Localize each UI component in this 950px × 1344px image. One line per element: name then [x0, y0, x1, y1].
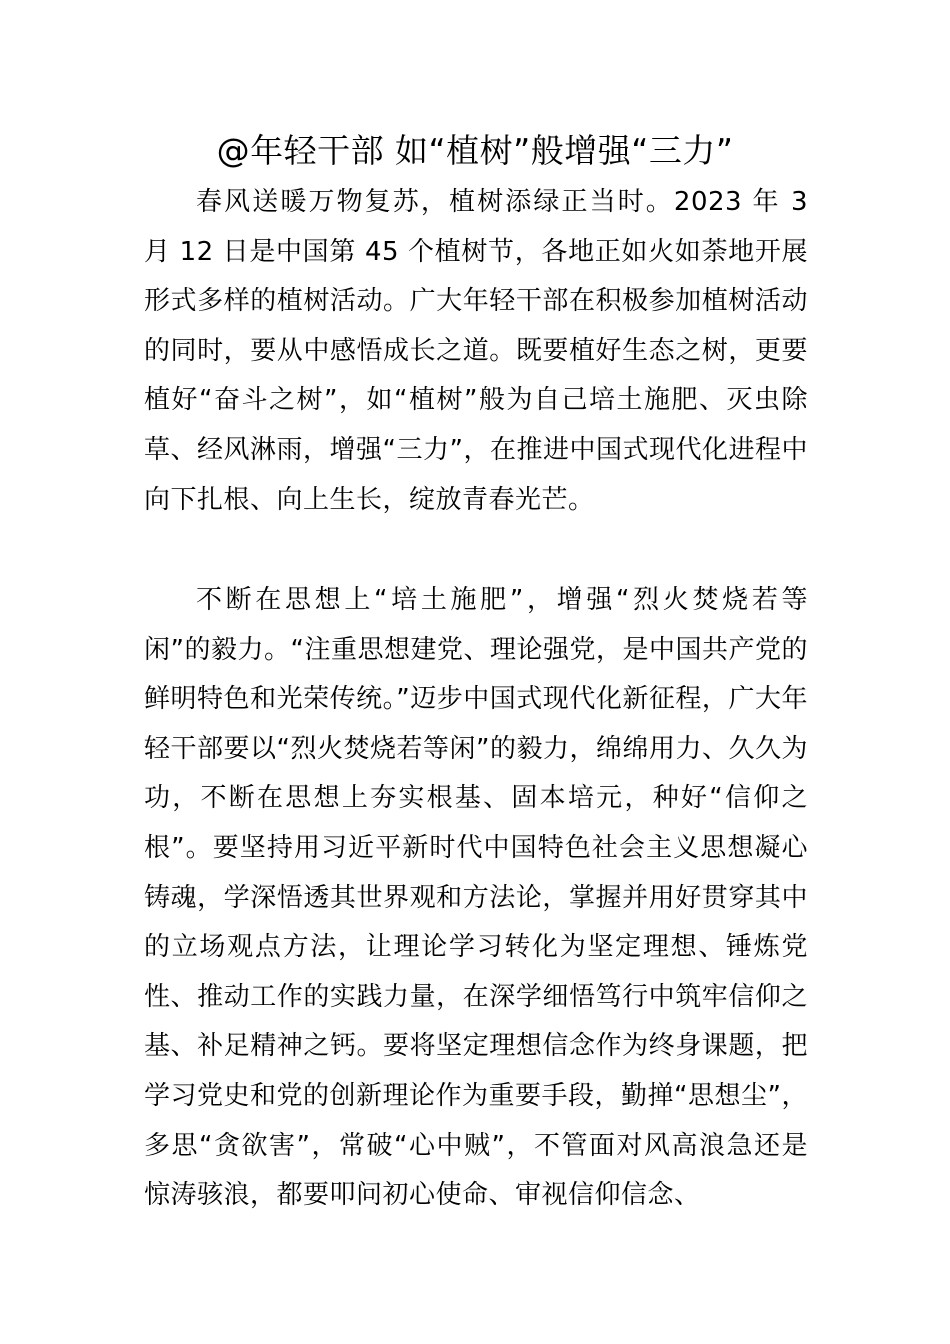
document-title: @年轻干部 如“植树”般增强“三力”: [216, 131, 734, 170]
paragraph-intro: 春风送暖万物复苏，植树添绿正当时。2023 年 3 月 12 日是中国第 45 个植树节，各地正如火如荼地开展形式多样的植树活动。广大年轻干部在积极参加植树活动的同时，要从中感悟成长之道。既要植好生态之树，更要植好“奋斗之树”，如“植树”般为自己培土施肥、灭虫除草、经风淋雨，增强“三力”，在推进中国式现代化进程中向下扎根、向上生长，绽放青春光芒。: [144, 187, 808, 515]
paragraph-ideology: 不断在思想上“培土施肥”，增强“烈火焚烧若等闲”的毅力。“注重思想建党、理论强党，是中国共产党的鲜明特色和光荣传统。”迈步中国式现代化新征程，广大年轻干部要以“烈火焚烧若等闲”的毅力，绵绵用力、久久为功，不断在思想上夯实根基、固本培元，种好“信仰之根”。要坚持用习近平新时代中国特色社会主义思想凝心铸魂，学深悟透其世界观和方法论，掌握并用好贯穿其中的立场观点方法，让理论学习转化为坚定理想、锤炼党性、推动工作的实践力量，在深学细悟笃行中筑牢信仰之基、补足精神之钙。要将坚定理想信念作为终身课题，把学习党史和党的创新理论作为重要手段，勤掸“思想尘”，多思“贪欲害”，常破“心中贼”，不管面对风高浪急还是惊涛骇浪，都要叩问初心使命、审视信仰信念、: [144, 585, 808, 1211]
